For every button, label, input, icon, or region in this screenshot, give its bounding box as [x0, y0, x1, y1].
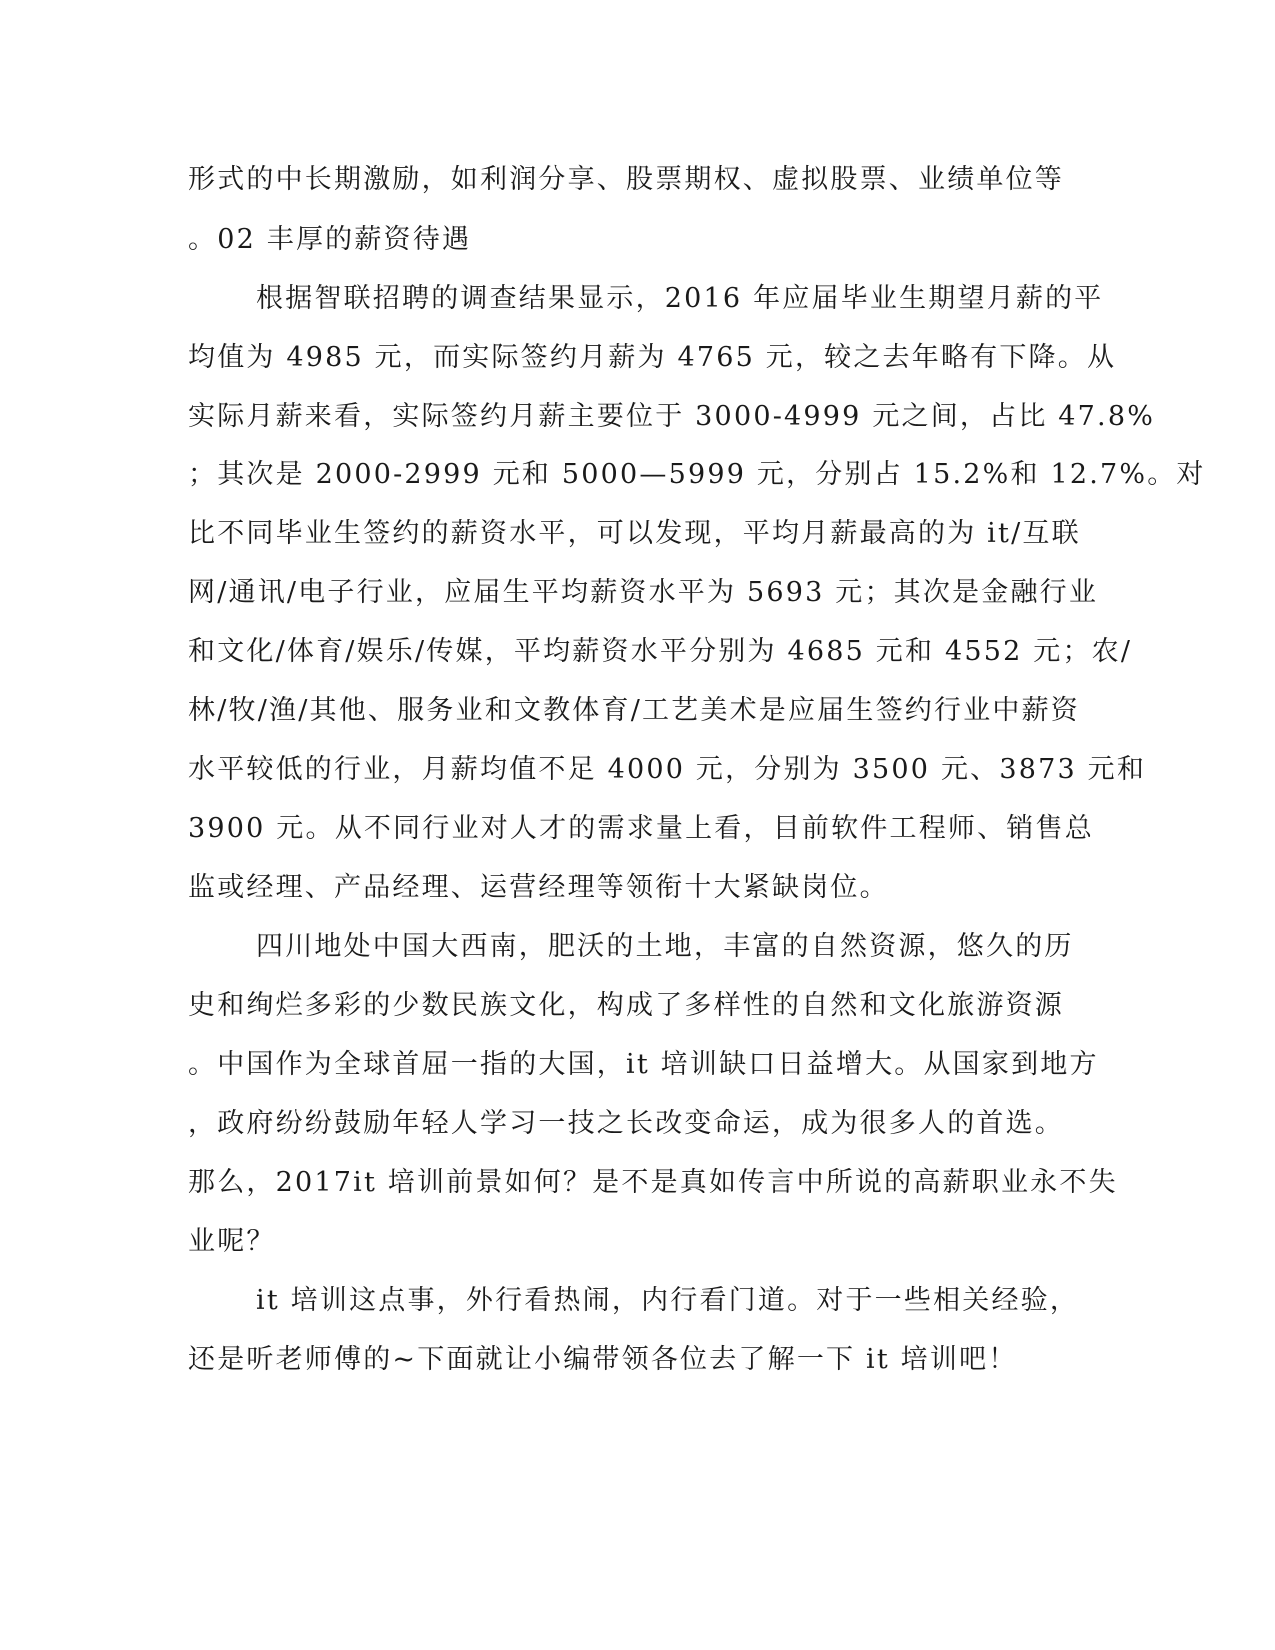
paragraph-start-line: it 培训这点事，外行看热闹，内行看门道。对于一些相关经验，: [256, 1285, 1080, 1316]
text-line: 史和绚烂多彩的少数民族文化，构成了多样性的自然和文化旅游资源: [188, 990, 1064, 1021]
text-line: 。02 丰厚的薪资待遇: [188, 224, 472, 255]
text-line: 水平较低的行业，月薪均值不足 4000 元，分别为 3500 元、3873 元和: [188, 754, 1147, 785]
text-line: ；其次是 2000-2999 元和 5000—5999 元，分别占 15.2%和 12.7%。对: [188, 459, 1206, 490]
text-line: 监或经理、产品经理、运营经理等领衔十大紧缺岗位。: [188, 872, 889, 903]
text-line: 林/牧/渔/其他、服务业和文教体育/工艺美术是应届生签约行业中薪资: [188, 695, 1080, 726]
text-line: ，政府纷纷鼓励年轻人学习一技之长改变命运，成为很多人的首选。: [188, 1108, 1064, 1139]
text-line: 和文化/体育/娱乐/传媒，平均薪资水平分别为 4685 元和 4552 元；农/: [188, 636, 1133, 667]
text-line: 实际月薪来看，实际签约月薪主要位于 3000-4999 元之间，占比 47.8%: [188, 401, 1156, 432]
paragraph-start-line: 四川地处中国大西南，肥沃的土地，丰富的自然资源，悠久的历: [256, 931, 1074, 962]
text-line: 。中国作为全球首屈一指的大国，it 培训缺口日益增大。从国家到地方: [188, 1049, 1099, 1080]
text-line: 比不同毕业生签约的薪资水平，可以发现，平均月薪最高的为 it/互联: [188, 518, 1081, 549]
text-line: 还是听老师傅的~下面就让小编带领各位去了解一下 it 培训吧！: [188, 1344, 1018, 1375]
text-line: 那么，2017it 培训前景如何？是不是真如传言中所说的高薪职业永不失: [188, 1167, 1118, 1198]
text-line: 业呢？: [188, 1226, 276, 1257]
text-line: 3900 元。从不同行业对人才的需求量上看，目前软件工程师、销售总: [188, 813, 1094, 844]
text-line: 均值为 4985 元，而实际签约月薪为 4765 元，较之去年略有下降。从: [188, 342, 1117, 373]
paragraph-start-line: 根据智联招聘的调查结果显示，2016 年应届毕业生期望月薪的平: [256, 283, 1104, 314]
text-line: 形式的中长期激励，如利润分享、股票期权、虚拟股票、业绩单位等: [188, 164, 1064, 195]
text-line: 网/通讯/电子行业，应届生平均薪资水平为 5693 元；其次是金融行业: [188, 577, 1099, 608]
